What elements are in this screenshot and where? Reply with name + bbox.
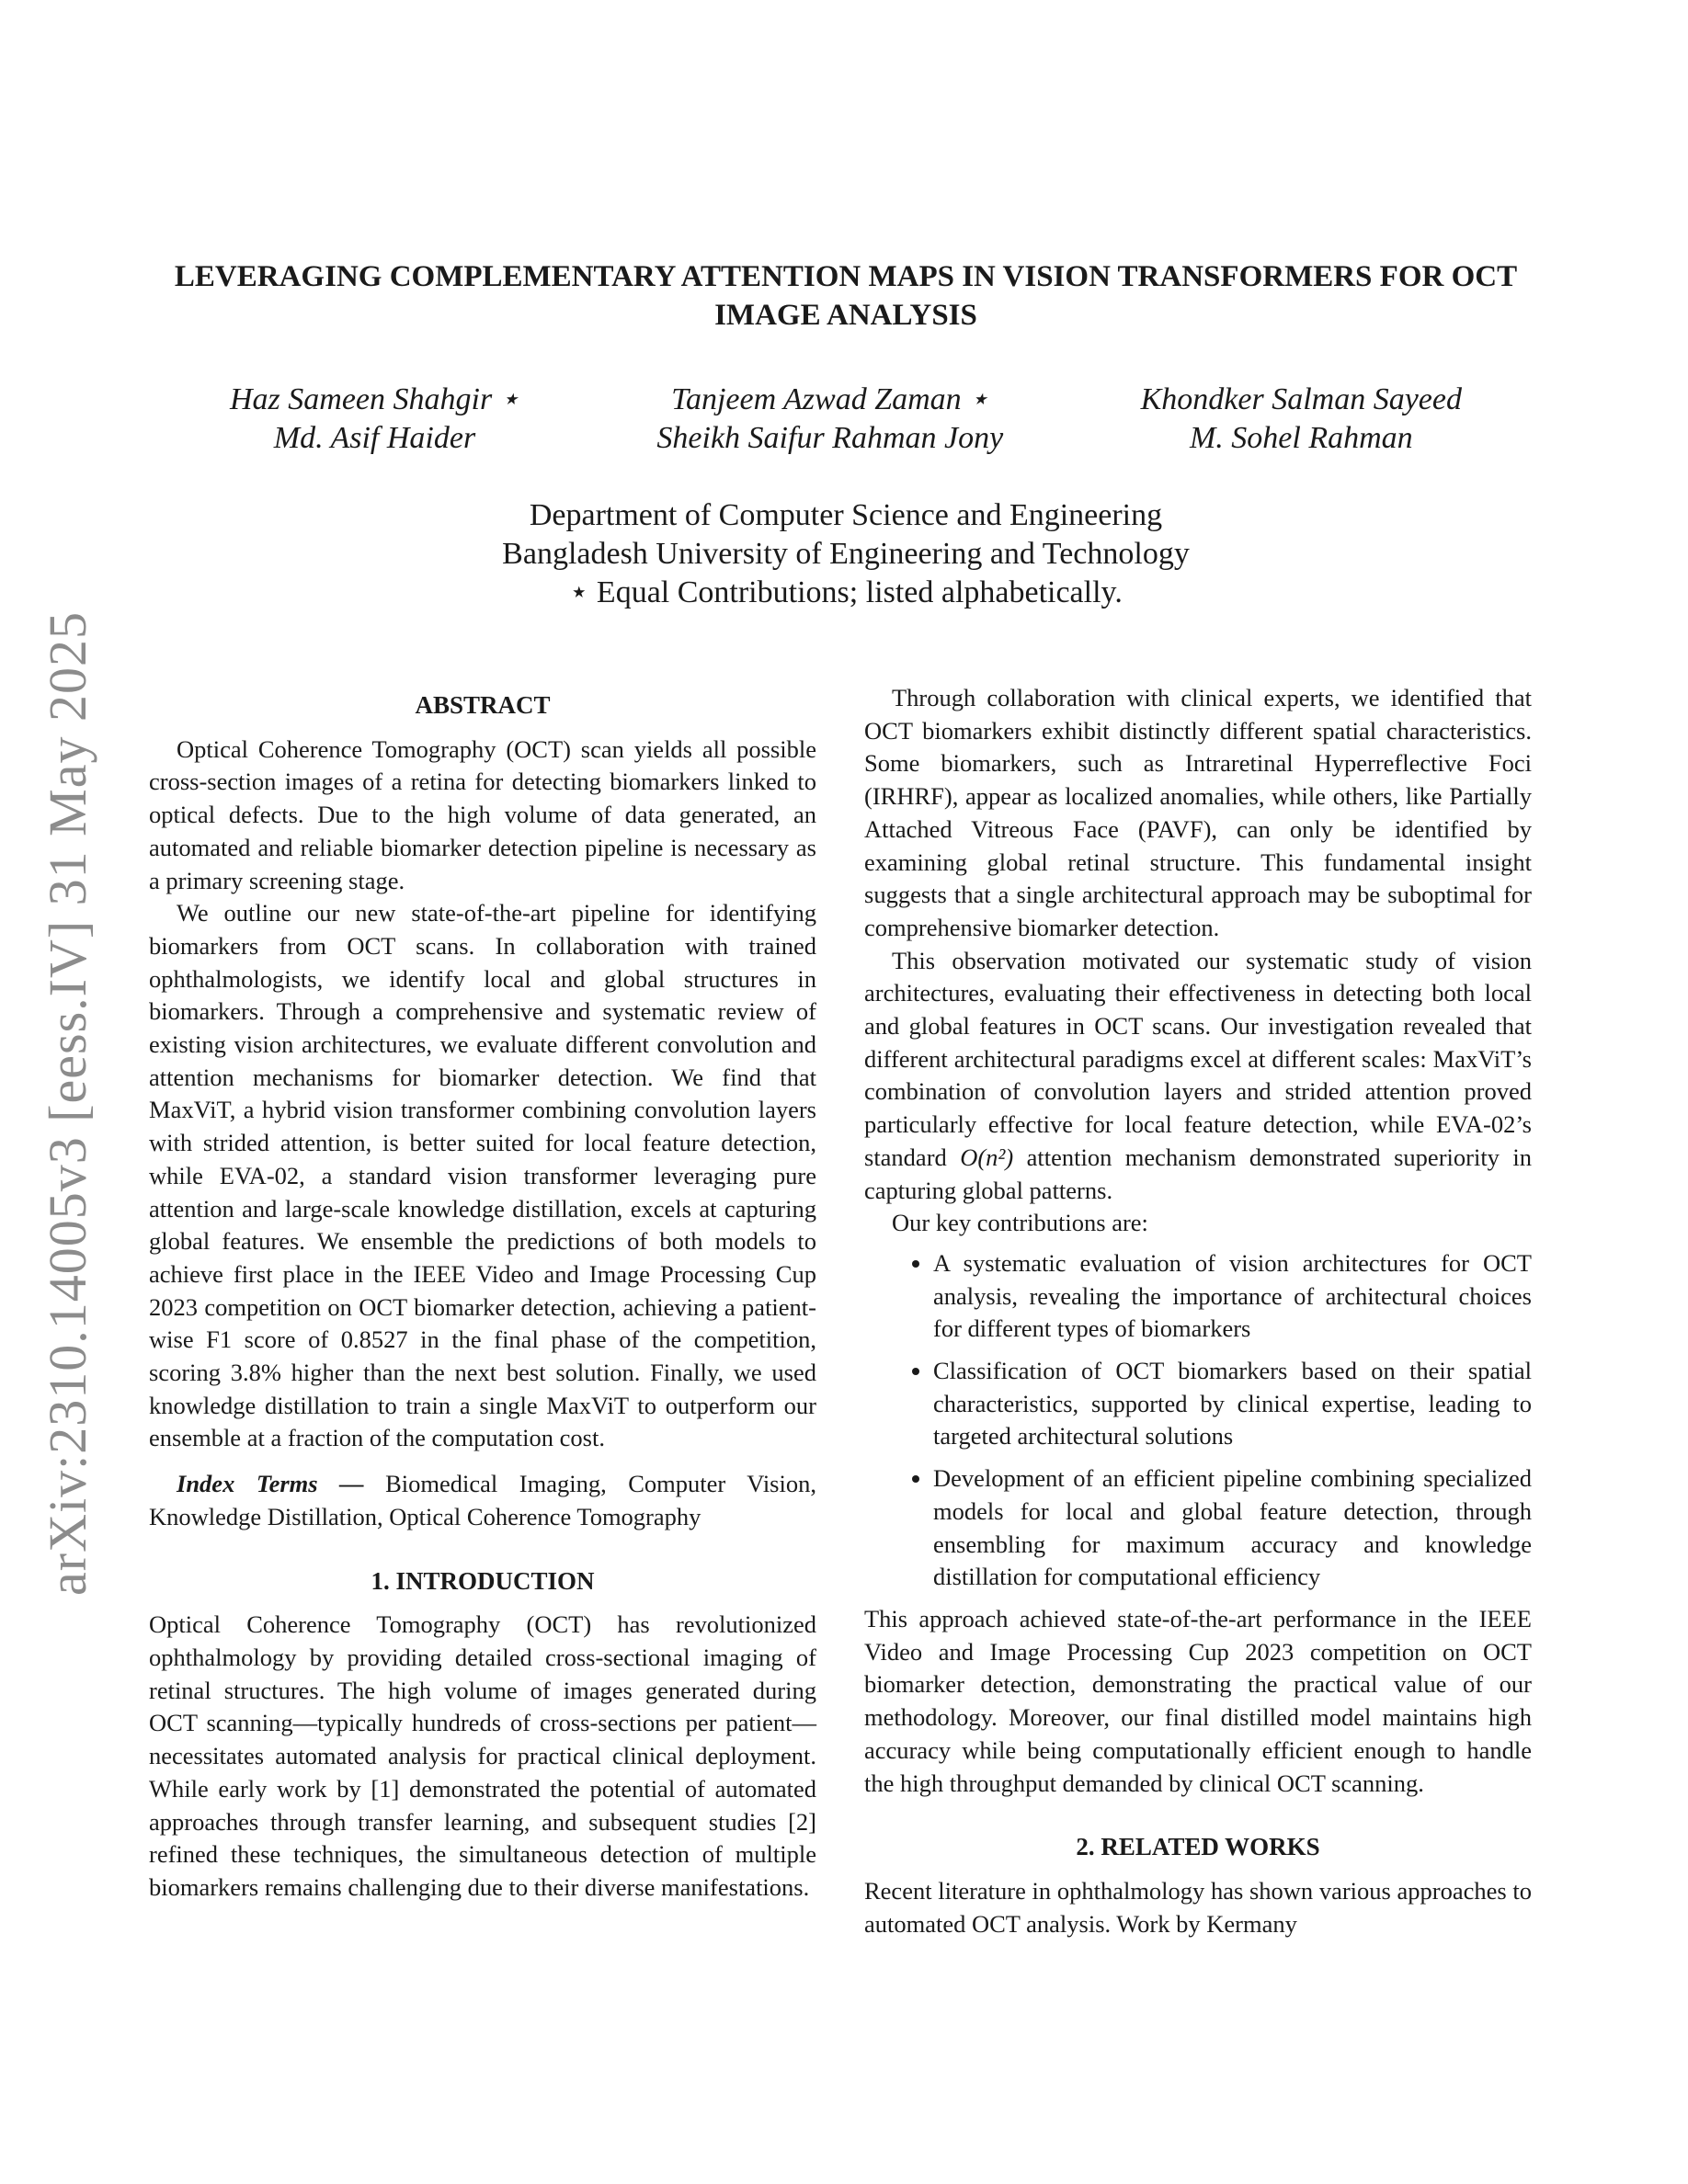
list-item: • Classification of OCT biomarkers based on their spatial characteristics, supported by clinical expertise, leading to targeted architectural solutions [933, 1355, 1532, 1453]
paragraph-text: attention mechanism demonstrated superiority in capturing global patterns. [864, 1143, 1532, 1204]
list-item: • A systematic evaluation of vision architectures for OCT analysis, revealing the importance of architectural choices for different types of biomarkers [933, 1247, 1532, 1346]
introduction-paragraph: Through collaboration with clinical experts, we identified that OCT biomarkers exhibit distinctly different spatial characteristics. Some biomarkers, such as Intraretinal Hyperreflective Foci (IRHRF), appear as localized anomalies, while others, like Partially Attached Vitreous Face (PAVF), can only be identified by examining global retinal structure. This fundamental insight suggests that a single architectural approach may be suboptimal for comprehensive biomarker detection. [864, 684, 1532, 941]
abstract-heading: ABSTRACT [415, 691, 551, 719]
affiliation-block [230, 496, 1462, 612]
index-terms-list: Biomedical Imaging, Computer Vision, Knowledge Distillation, Optical Coherence Tomography [149, 1470, 816, 1530]
index-terms-label: Index Terms — [177, 1470, 364, 1498]
introduction-paragraph [864, 945, 1532, 1208]
contributions-lead: Our key contributions are: [892, 1209, 1148, 1237]
author-name: Tanjeem Azwad Zaman ⋆ [671, 382, 989, 416]
paper-title: LEVERAGING COMPLEMENTARY ATTENTION MAPS IN VISION TRANSFORMERS FOR OCT IMAGE ANALYSIS [174, 260, 1518, 332]
author-name: M. Sohel Rahman [1189, 421, 1413, 455]
author-column-2 [656, 381, 1003, 458]
author-name: Md. Asif Haider [273, 421, 476, 455]
author-block [230, 381, 1462, 458]
author-name: Sheikh Saifur Rahman Jony [656, 421, 1004, 455]
related-works-paragraph: Recent literature in ophthalmology has shown various approaches to automated OCT analysis. Work by Kermany [864, 1876, 1532, 1938]
list-item: • Development of an efficient pipeline combining specialized models for local and global feature detection, through ensembling for maximum accuracy and knowledge distillation for computational efficiency [933, 1462, 1532, 1594]
author-column-1 [230, 381, 519, 458]
equal-contribution-note: ⋆ Equal Contributions; listed alphabetically. [569, 575, 1123, 609]
right-column [864, 682, 1532, 1940]
affiliation-department: Department of Computer Science and Engineering [529, 498, 1163, 532]
complexity-formula: O(n²) [960, 1143, 1014, 1171]
arxiv-identifier-text: arXiv:2310.14005v3 [eess.IV] 31 May 2025 [37, 610, 97, 1596]
author-column-3 [1141, 381, 1462, 458]
introduction-heading: 1. INTRODUCTION [371, 1566, 595, 1595]
arxiv-identifier [17, 579, 118, 1627]
left-column [149, 682, 816, 1905]
paragraph-text: This observation motivated our systematic study of vision architectures, evaluating their effectiveness in detecting both local and global features in OCT scans. Our investigation revealed that different architectural paradigms excel at different scales: MaxViT’s combination of convolution layers and strided attention proved particularly effective for local feature detection, while EVA-02’s standard [864, 946, 1532, 1171]
abstract-paragraph: Optical Coherence Tomography (OCT) scan yields all possible cross-section images of a retina for detecting biomarkers linked to optical defects. Due to the high volume of data generated, an automated and reliable biomarker detection pipeline is necessary as a primary screening stage. [149, 734, 816, 894]
introduction-paragraph: Optical Coherence Tomography (OCT) has revolutionized ophthalmology by providing detailed cross-sectional imaging of retinal structures. The high volume of images generated during OCT scanning—typically hundreds of cross-sections per patient—necessitates automated analysis for practical clinical deployment. While early work by [1] demonstrated the potential of automated approaches through transfer learning, and subsequent studies [2] refined these techniques, the simultaneous detection of multiple biomarkers remains challenging due to their diverse manifestations. [149, 1610, 816, 1901]
abstract-paragraph: We outline our new state-of-the-art pipeline for identifying biomarkers from OCT scans. In collaboration with trained ophthalmologists, we identify local and global structures in biomarkers. Through a comprehensive and systematic review of existing vision architectures, we evaluate different convolution and attention mechanisms for biomarker detection. We find that MaxViT, a hybrid vision transformer combining convolution layers with strided attention, is better suited for local feature detection, while EVA-02, a standard vision transformer leveraging pure attention and large-scale knowledge distillation, excels at capturing global features. We ensemble the predictions of both models to achieve first place in the IEEE Video and Image Processing Cup 2023 competition on OCT biomarker detection, achieving a patient-wise F1 score of 0.8527 in the final phase of the competition, scoring 3.8% higher than the next best solution. Finally, we used knowledge distillation to train a single MaxViT to outperform our ensemble at a fraction of the computation cost. [149, 899, 816, 1452]
contributions-list [864, 1247, 1532, 1594]
related-works-heading: 2. RELATED WORKS [1076, 1833, 1320, 1861]
introduction-paragraph: This approach achieved state-of-the-art performance in the IEEE Video and Image Processing Cup 2023 competition on OCT biomarker detection, demonstrating the practical value of our methodology. Moreover, our final distilled model maintains high accuracy while being computationally efficient enough to handle the high throughput demanded by clinical OCT scanning. [864, 1604, 1532, 1797]
affiliation-university: Bangladesh University of Engineering and Technology [502, 537, 1190, 571]
index-terms [149, 1468, 816, 1533]
author-name: Haz Sameen Shahgir ⋆ [230, 382, 519, 416]
author-name: Khondker Salman Sayeed [1140, 382, 1462, 416]
